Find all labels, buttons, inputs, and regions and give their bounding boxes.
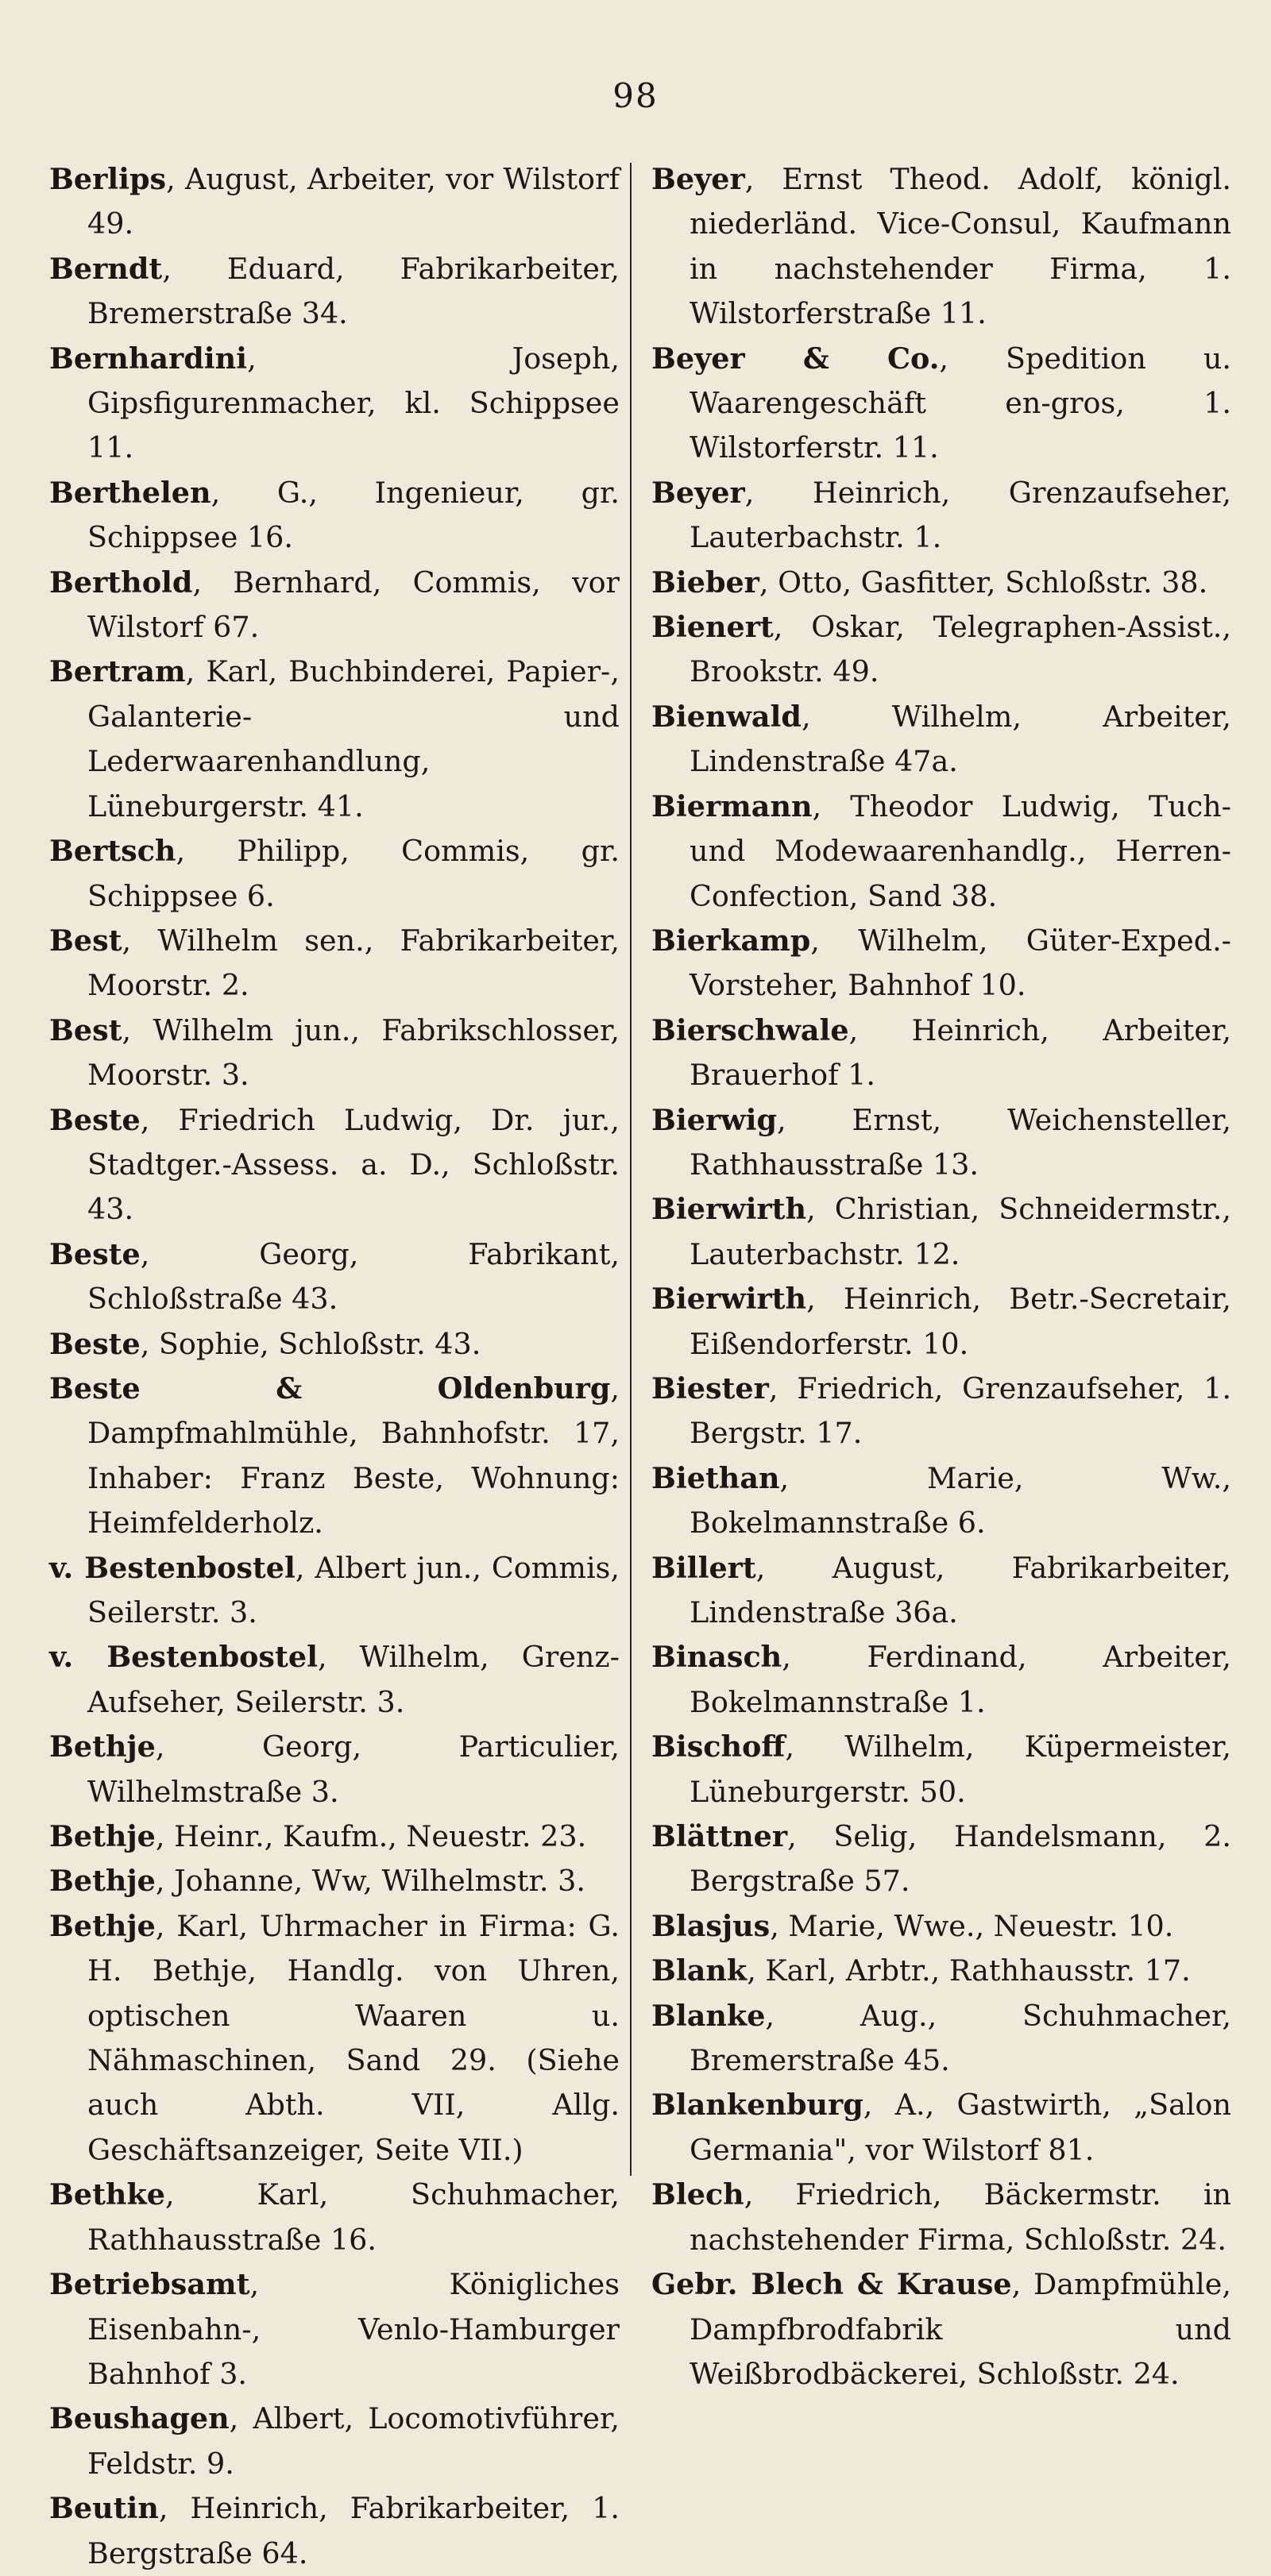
directory-entry: [651, 1187, 1231, 1277]
entry-details: , August, Fabrikarbeiter, Lindenstraße 36a.: [690, 1550, 1231, 1629]
entry-name: Beutin: [49, 2491, 159, 2526]
directory-entry: [49, 2173, 620, 2262]
entry-name: Bierwirth: [651, 1282, 807, 1317]
entry-details: , Heinrich, Arbeiter, Brauerhof 1.: [690, 1012, 1231, 1093]
entry-name: Bethje: [49, 1908, 156, 1943]
entry-details: , Spedition u. Waarengeschäft en-gros, 1. Wilstorferstr. 11.: [690, 341, 1231, 465]
entry-name: Berthelen: [49, 475, 211, 510]
directory-entry: [651, 2083, 1231, 2173]
entry-name: Gebr. Blech & Krause: [651, 2267, 1012, 2302]
entry-name: Bischoff: [651, 1730, 786, 1764]
entry-name: Bienwald: [651, 699, 802, 734]
entry-details: , Wilhelm sen., Fabrikarbeiter, Moorstr. 2.: [87, 923, 620, 1003]
entry-details: , Karl, Uhrmacher in Firma: G. H. Bethje, Handlg. von Uhren, optischen Waaren u. Nähmaschinen, Sand 29. (Siehe auch Abth. VII, Allg. Geschäftsanzeiger, Seite VII.): [87, 1908, 620, 2167]
entry-name: Beste: [49, 1102, 141, 1137]
entry-name: Beyer: [651, 475, 745, 510]
entry-details: , Sophie, Schloßstr. 43.: [140, 1326, 481, 1361]
entry-details: , Karl, Schuhmacher, Rathhausstraße 16.: [87, 2177, 620, 2257]
directory-entry: [651, 1949, 1231, 1993]
entry-details: , Eduard, Fabrikarbeiter, Bremerstraße 34.: [87, 251, 620, 331]
entry-name: Biester: [651, 1371, 769, 1406]
entry-name: Berndt: [49, 251, 163, 286]
entry-details: , Wilhelm, Küpermeister, Lüneburgerstr. 50.: [690, 1730, 1231, 1809]
entry-name: Bienert: [651, 610, 774, 645]
entry-name: Biermann: [651, 789, 813, 823]
entry-details: , Karl, Buchbinderei, Papier-, Galanterie- und Lederwaarenhandlung, Lüneburgerstr. 41.: [87, 654, 620, 823]
directory-entry: [49, 471, 620, 561]
entry-name: Bierwig: [651, 1102, 777, 1137]
entry-name: Beste: [49, 1236, 141, 1271]
entry-details: , Wilhelm, Grenz-Aufseher, Seilerstr. 3.: [87, 1640, 620, 1719]
directory-entry: [49, 650, 620, 829]
directory-entry: [49, 1232, 620, 1322]
entry-name: Blanke: [651, 1998, 766, 2033]
directory-entry: [651, 157, 1231, 337]
directory-entry: [49, 2397, 620, 2486]
entry-details: , G., Ingenieur, gr. Schippsee 16.: [87, 475, 620, 555]
directory-entry: [651, 561, 1231, 605]
entry-name: Bethke: [49, 2177, 165, 2212]
entry-details: , Ferdinand, Arbeiter, Bokelmannstraße 1.: [690, 1640, 1231, 1719]
directory-entry: [49, 1904, 620, 2173]
entry-details: , Marie, Wwe., Neuestr. 10.: [770, 1908, 1174, 1943]
entry-details: , Albert, Locomotivführer, Feldstr. 9.: [87, 2401, 620, 2481]
right-column: [651, 157, 1231, 2397]
entry-details: , Friedrich Ludwig, Dr. jur., Stadtger.-Assess. a. D., Schloßstr. 43.: [87, 1102, 620, 1227]
entry-name: Bertsch: [49, 834, 176, 869]
directory-entry: [651, 785, 1231, 919]
directory-entry: [49, 1546, 620, 1636]
entry-details: , Heinr., Kaufm., Neuestr. 23.: [155, 1819, 587, 1854]
entry-name: Bethje: [49, 1730, 156, 1764]
directory-entry: [651, 1904, 1231, 1949]
entry-details: , Albert jun., Commis, Seilerstr. 3.: [87, 1550, 620, 1629]
entry-details: , Oskar, Telegraphen-Assist., Brookstr. 49.: [690, 610, 1231, 689]
directory-entry: [651, 605, 1231, 695]
entry-details: , Heinrich, Fabrikarbeiter, 1. Bergstraße 64.: [87, 2491, 620, 2570]
entry-details: , Wilhelm, Güter-Exped.-Vorsteher, Bahnhof 10.: [690, 923, 1231, 1003]
entry-details: , August, Arbeiter, vor Wilstorf 49.: [87, 162, 620, 241]
entry-name: v. Bestenbostel: [49, 1640, 318, 1675]
entry-name: Biethan: [651, 1460, 780, 1495]
directory-entry: [651, 2173, 1231, 2262]
directory-entry: [651, 919, 1231, 1008]
directory-entry: [49, 337, 620, 471]
entry-details: , Theodor Ludwig, Tuch- und Modewaarenhandlg., Herren-Confection, Sand 38.: [690, 789, 1231, 913]
entry-details: , Philipp, Commis, gr. Schippsee 6.: [87, 834, 620, 913]
entry-details: , Aug., Schuhmacher, Bremerstraße 45.: [690, 1998, 1231, 2078]
directory-entry: [49, 1814, 620, 1859]
directory-entry: [49, 1859, 620, 1903]
entry-details: , Heinrich, Betr.-Secretair, Eißendorferstr. 10.: [690, 1282, 1231, 1361]
directory-entry: [651, 695, 1231, 785]
entry-details: , Karl, Arbtr., Rathhausstr. 17.: [747, 1953, 1191, 1988]
entry-name: v. Bestenbostel: [49, 1550, 296, 1585]
directory-entry: [651, 1008, 1231, 1098]
directory-entry: [651, 1725, 1231, 1814]
directory-entry: [49, 1322, 620, 1367]
directory-entry: [49, 1635, 620, 1725]
directory-entry: [49, 157, 620, 247]
entry-name: Berthold: [49, 565, 193, 600]
entry-name: Beste & Oldenburg: [49, 1371, 611, 1406]
entry-details: , Heinrich, Grenzaufseher, Lauterbachstr. 1.: [690, 475, 1231, 555]
entry-name: Bierschwale: [651, 1012, 849, 1047]
entry-details: , Friedrich, Bäckermstr. in nachstehender Firma, Schloßstr. 24.: [690, 2177, 1231, 2257]
directory-entry: [49, 829, 620, 919]
entry-name: Blech: [651, 2177, 744, 2212]
entry-name: Billert: [651, 1550, 756, 1585]
entry-name: Blättner: [651, 1819, 788, 1854]
entry-details: , Bernhard, Commis, vor Wilstorf 67.: [87, 565, 620, 645]
entry-name: Best: [49, 923, 122, 958]
entry-details: , Georg, Particulier, Wilhelmstraße 3.: [87, 1730, 620, 1809]
directory-entry: [49, 2486, 620, 2576]
entry-name: Bierkamp: [651, 923, 811, 958]
directory-entry: [651, 1277, 1231, 1367]
directory-entry: [49, 2262, 620, 2397]
directory-entry: [651, 1098, 1231, 1188]
entry-details: , Joseph, Gipsfigurenmacher, kl. Schippsee 11.: [87, 341, 620, 465]
entry-name: Bertram: [49, 654, 186, 689]
entry-details: , Wilhelm, Arbeiter, Lindenstraße 47a.: [690, 699, 1231, 779]
entry-name: Blasjus: [651, 1908, 771, 1943]
entry-details: , A., Gastwirth, „Salon Germania", vor Wilstorf 81.: [690, 2088, 1231, 2167]
directory-entry: [651, 2262, 1231, 2397]
entry-name: Bierwirth: [651, 1192, 807, 1227]
directory-entry: [49, 1725, 620, 1814]
directory-entry: [49, 247, 620, 337]
directory-entry: [651, 1367, 1231, 1456]
entry-details: , Dampfmahlmühle, Bahnhofstr. 17, Inhaber: Franz Beste, Wohnung: Heimfelderholz.: [87, 1371, 620, 1541]
left-column: [49, 157, 620, 2576]
column-divider: [630, 163, 632, 2176]
directory-entry: [49, 1098, 620, 1232]
entry-name: Bernhardini: [49, 341, 248, 376]
entry-details: , Christian, Schneidermstr., Lauterbachstr. 12.: [690, 1192, 1231, 1271]
entry-details: , Johanne, Ww, Wilhelmstr. 3.: [155, 1864, 585, 1899]
entry-name: Bethje: [49, 1864, 156, 1899]
entry-details: , Otto, Gasfitter, Schloßstr. 38.: [759, 565, 1208, 600]
directory-entry: [651, 1994, 1231, 2084]
directory-entry: [651, 1456, 1231, 1546]
directory-entry: [651, 1546, 1231, 1636]
directory-entry: [49, 1367, 620, 1546]
entry-name: Best: [49, 1012, 122, 1047]
entry-details: , Ernst, Weichensteller, Rathhausstraße 13.: [690, 1102, 1231, 1182]
directory-entry: [651, 1635, 1231, 1725]
entry-details: , Wilhelm jun., Fabrikschlosser, Moorstr. 3.: [87, 1012, 620, 1093]
directory-entry: [651, 1814, 1231, 1904]
entry-name: Berlips: [49, 162, 167, 196]
entry-name: Beste: [49, 1326, 141, 1361]
entry-name: Betriebsamt: [49, 2267, 250, 2302]
entry-name: Blankenburg: [651, 2088, 863, 2123]
entry-details: , Georg, Fabrikant, Schloßstraße 43.: [87, 1236, 620, 1317]
entry-details: , Friedrich, Grenzaufseher, 1. Bergstr. 17.: [690, 1371, 1231, 1451]
directory-entry: [49, 1008, 620, 1098]
entry-name: Bethje: [49, 1819, 156, 1854]
entry-name: Bieber: [651, 565, 759, 600]
directory-entry: [49, 919, 620, 1008]
entry-name: Beyer & Co.: [651, 341, 940, 376]
entry-name: Blank: [651, 1953, 748, 1988]
entry-name: Binasch: [651, 1640, 782, 1675]
entry-details: , Dampfmühle, Dampfbrodfabrik und Weißbrodbäckerei, Schloßstr. 24.: [690, 2267, 1231, 2391]
entry-name: Beushagen: [49, 2401, 230, 2436]
directory-entry: [651, 471, 1231, 561]
entry-details: , Marie, Ww., Bokelmannstraße 6.: [690, 1460, 1231, 1541]
entry-name: Beyer: [651, 162, 745, 196]
entry-details: , Selig, Handelsmann, 2. Bergstraße 57.: [690, 1819, 1231, 1899]
directory-entry: [49, 561, 620, 650]
page-number: 98: [612, 76, 659, 115]
entry-details: , Königliches Eisenbahn-, Venlo-Hamburger Bahnhof 3.: [87, 2267, 620, 2391]
entry-details: , Ernst Theod. Adolf, königl. niederländ. Vice-Consul, Kaufmann in nachstehender Firma, 1. Wilstorferstraße 11.: [690, 162, 1231, 331]
directory-entry: [651, 337, 1231, 471]
